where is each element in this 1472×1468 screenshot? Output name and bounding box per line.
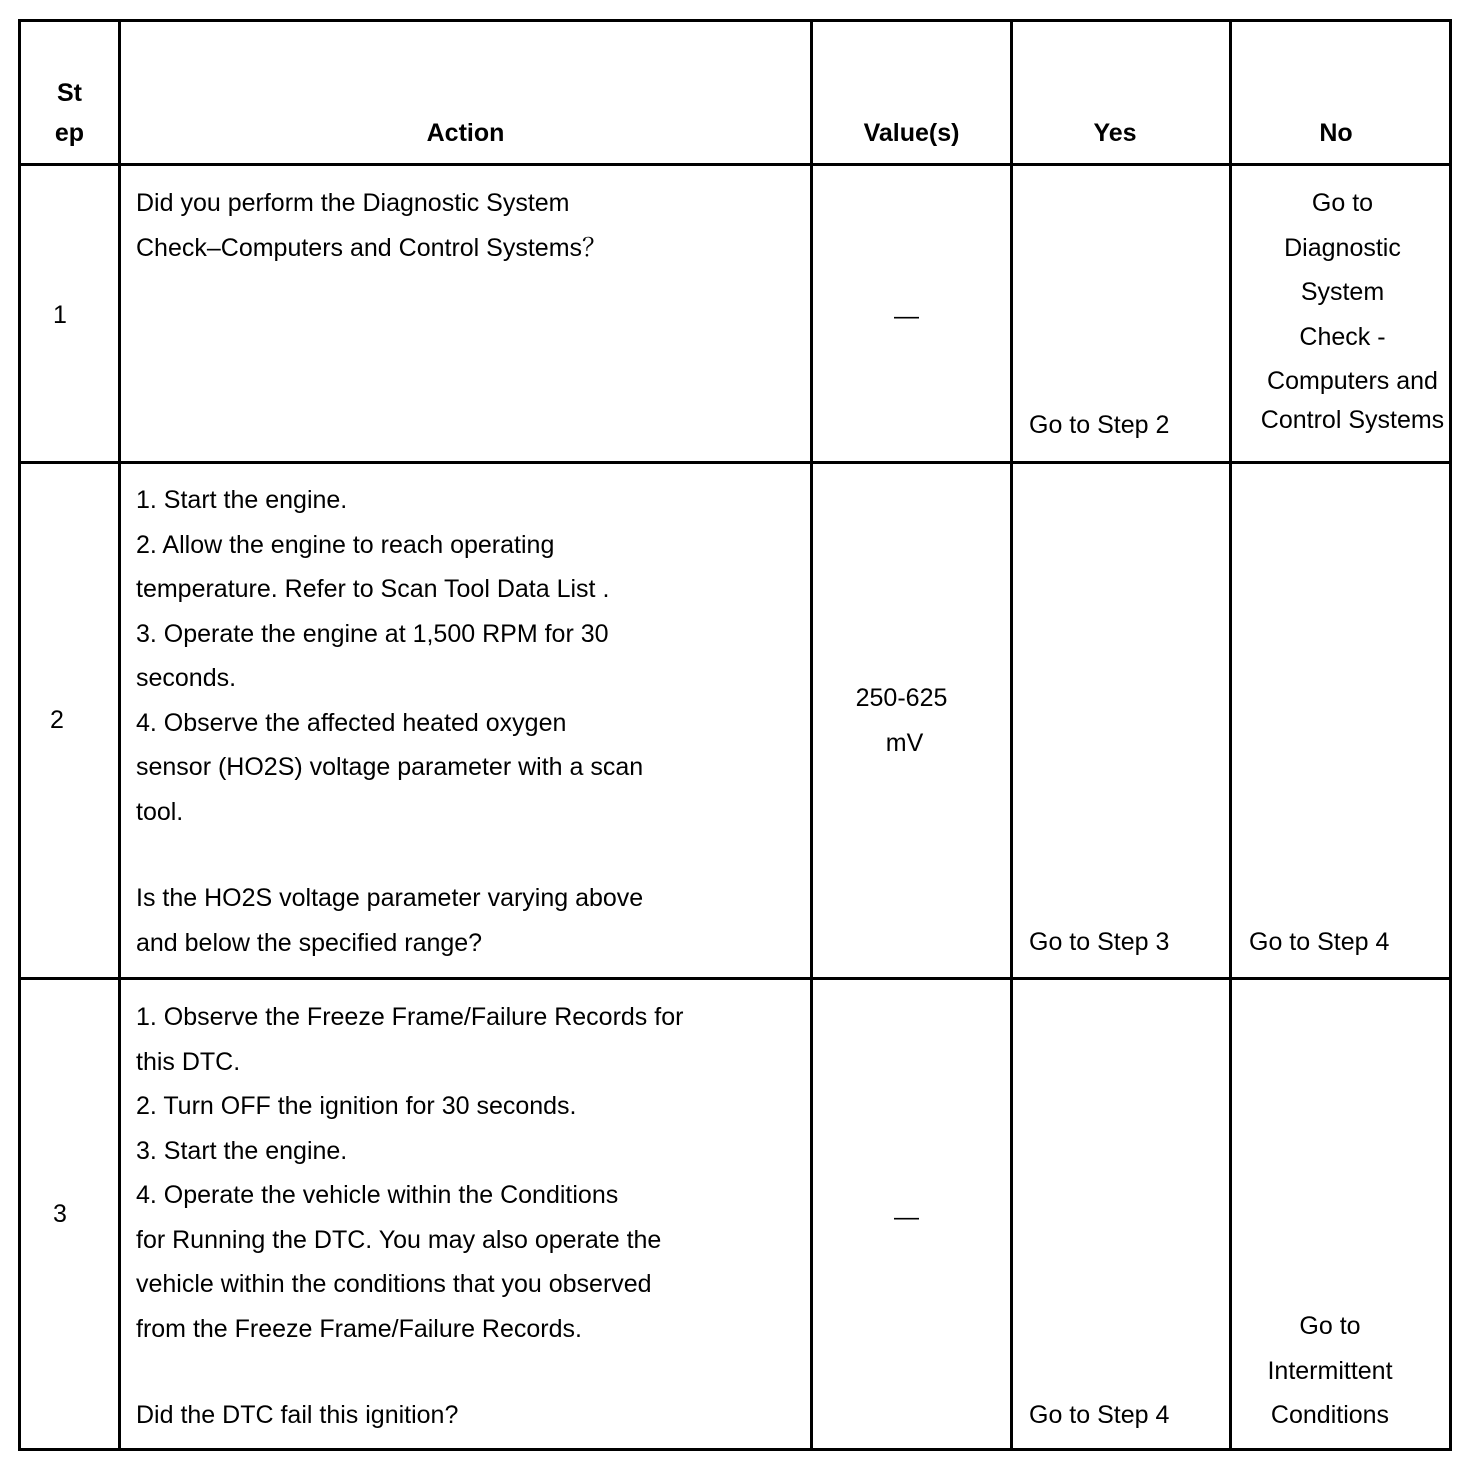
header-no: No	[1319, 119, 1353, 147]
row2-yes: Go to Step 3	[1029, 928, 1170, 956]
row2-no: Go to Step 4	[1249, 928, 1390, 956]
row1-yes: Go to Step 2	[1029, 411, 1170, 439]
header-action: Action	[426, 119, 505, 147]
row2-question: Is the HO2S voltage parameter varying above and below the specified range?	[136, 884, 644, 957]
column-divider-value	[1010, 19, 1013, 1451]
row2-action: 1. Start the engine. 2. Allow the engine to reach operating temperature. Refer to Scan Tool Data List . 3. Operate the engine at 1,500 RPM for 30 seconds. 4. Observe the affected heated oxygen sensor (HO2S) voltage parameter with a scan tool.	[136, 486, 644, 826]
row2-value: 250-625 mV	[855, 684, 948, 757]
row1-step: 1	[53, 301, 67, 329]
row1-value: —	[894, 302, 919, 330]
row3-value: —	[894, 1203, 919, 1231]
row3-action: 1. Observe the Freeze Frame/Failure Records for this DTC. 2. Turn OFF the ignition for 30 seconds. 3. Start the engine. 4. Operate the vehicle within the Conditions for Running the DTC. You may also operate the vehicle within the conditions that you observed from the Freeze Frame/Failure Records.	[136, 1003, 684, 1343]
row2-step: 2	[50, 706, 64, 734]
row3-yes: Go to Step 4	[1029, 1401, 1170, 1429]
row3-step: 3	[53, 1200, 67, 1228]
column-divider-step	[118, 19, 121, 1451]
header-step: St ep	[54, 79, 85, 147]
row3-no: Go to Intermittent Conditions	[1267, 1312, 1393, 1429]
header-yes: Yes	[1093, 119, 1137, 147]
row1-no: Go to Diagnostic System Check - Computers and Control Systems	[1260, 189, 1445, 434]
row3-question: Did the DTC fail this ignition?	[136, 1401, 459, 1429]
row-divider-header	[18, 163, 1452, 166]
row-divider-1	[18, 461, 1452, 464]
header-values: Value(s)	[863, 119, 960, 147]
row-divider-2	[18, 977, 1452, 980]
row1-action: Did you perform the Diagnostic System Check–Computers and Control Systems？	[136, 189, 608, 262]
